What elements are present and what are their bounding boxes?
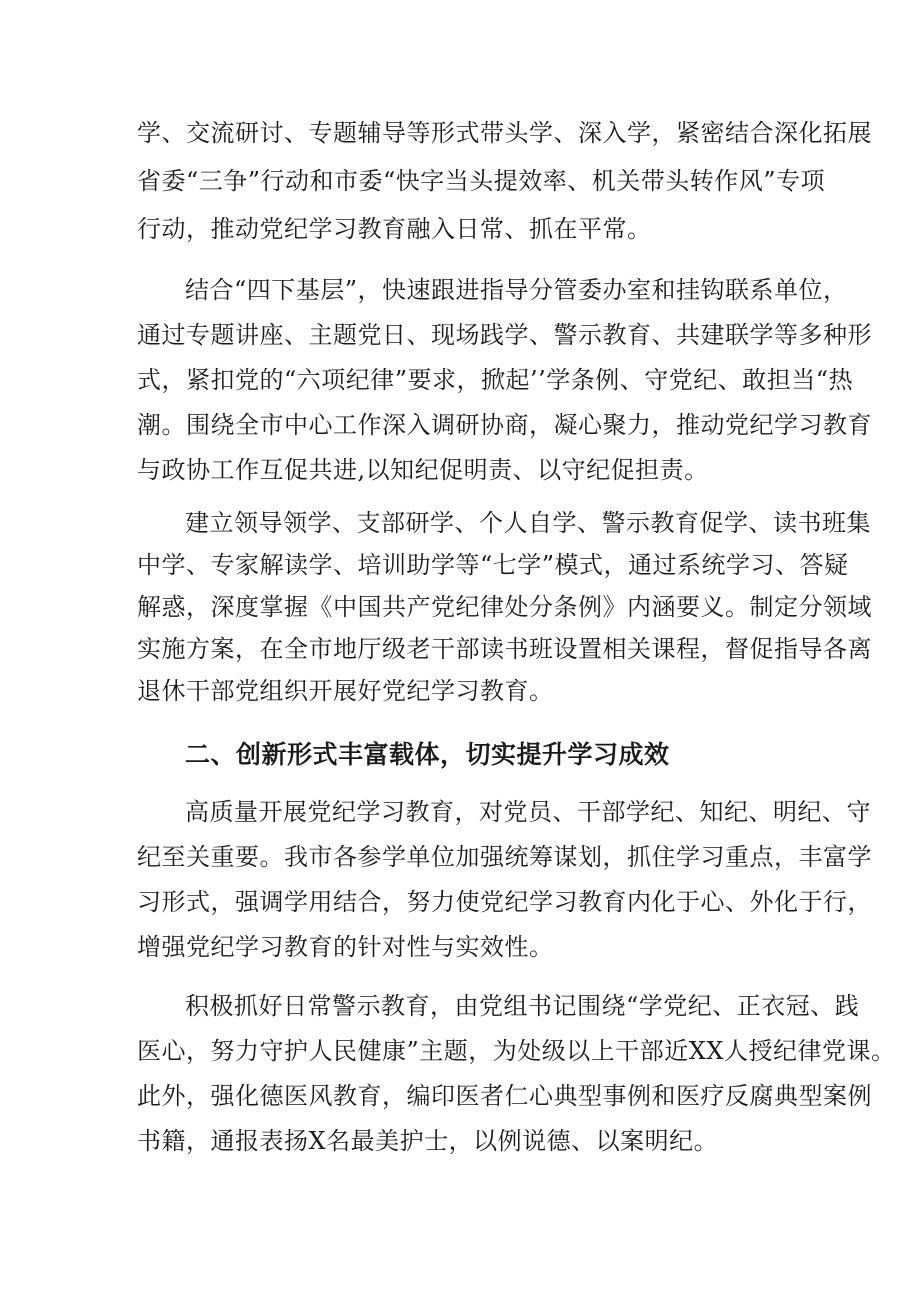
paragraph-2-line-1: 结合“四下基层”，快速跟进指导分管委办室和挂钩联系单位， — [185, 276, 848, 304]
paragraph-5-line-2: 医心，努力守护人民健康”主题，为处级以上干部近XX人授纪律党课。 — [137, 1037, 896, 1065]
paragraph-1-line-1: 学、交流研讨、专题辅导等形式带头学、深入学，紧密结合深化拓展 — [137, 119, 872, 147]
paragraph-5-line-1: 积极抓好日常警示教育，由党组书记围绕“学党纪、正衣冠、践 — [185, 992, 860, 1020]
paragraph-5-line-4: 书籍，通报表扬X名最美护士，以例说德、以案明纪。 — [137, 1127, 719, 1155]
paragraph-2-line-4: 潮。围绕全市中心工作深入调研协商，凝心聚力，推动党纪学习教育 — [137, 411, 872, 439]
paragraph-2-line-2: 通过专题讲座、主题党日、现场践学、警示教育、共建联学等多种形 — [137, 321, 872, 349]
paragraph-4-line-2: 纪至关重要。我市各参学单位加强统筹谋划，抓住学习重点，丰富学 — [137, 843, 872, 871]
paragraph-3-line-3: 解惑，深度掌握《中国共产党纪律处分条例》内涵要义。制定分领域 — [137, 593, 872, 621]
paragraph-3-line-2: 中学、专家解读学、培训助学等“七学”模式，通过系统学习、答疑 — [137, 551, 849, 579]
paragraph-4-line-1: 高质量开展党纪学习教育，对党员、干部学纪、知纪、明纪、守 — [185, 798, 871, 826]
paragraph-5-line-3: 此外，强化德医风教育，编印医者仁心典型事例和医疗反腐典型案例 — [137, 1082, 872, 1110]
paragraph-3-line-1: 建立领导领学、支部研学、个人自学、警示教育促学、读书班集 — [185, 509, 871, 537]
paragraph-1-line-3: 行动，推动党纪学习教育融入日常、抓在平常。 — [137, 215, 652, 243]
paragraph-1-line-2: 省委“三争”行动和市委“快字当头提效率、机关带头转作风”专项 — [137, 167, 826, 195]
section-heading: 二、创新形式丰富载体，切实提升学习成效 — [185, 740, 670, 769]
paragraph-4-line-3: 习形式，强调学用结合，努力使党纪学习教育内化于心、外化于行， — [137, 888, 872, 916]
paragraph-4-line-4: 增强党纪学习教育的针对性与实效性。 — [137, 933, 554, 961]
paragraph-2-line-3: 式，紧扣党的“六项纪律”要求，掀起’’学条例、守党纪、敢担当“热 — [137, 366, 854, 394]
paragraph-2-line-5: 与政协工作互促共进,以知纪促明责、以守纪促担责。 — [137, 456, 709, 484]
paragraph-3-line-5: 退休干部党组织开展好党纪学习教育。 — [137, 677, 554, 705]
paragraph-3-line-4: 实施方案，在全市地厅级老干部读书班设置相关课程，督促指导各离 — [137, 635, 872, 663]
